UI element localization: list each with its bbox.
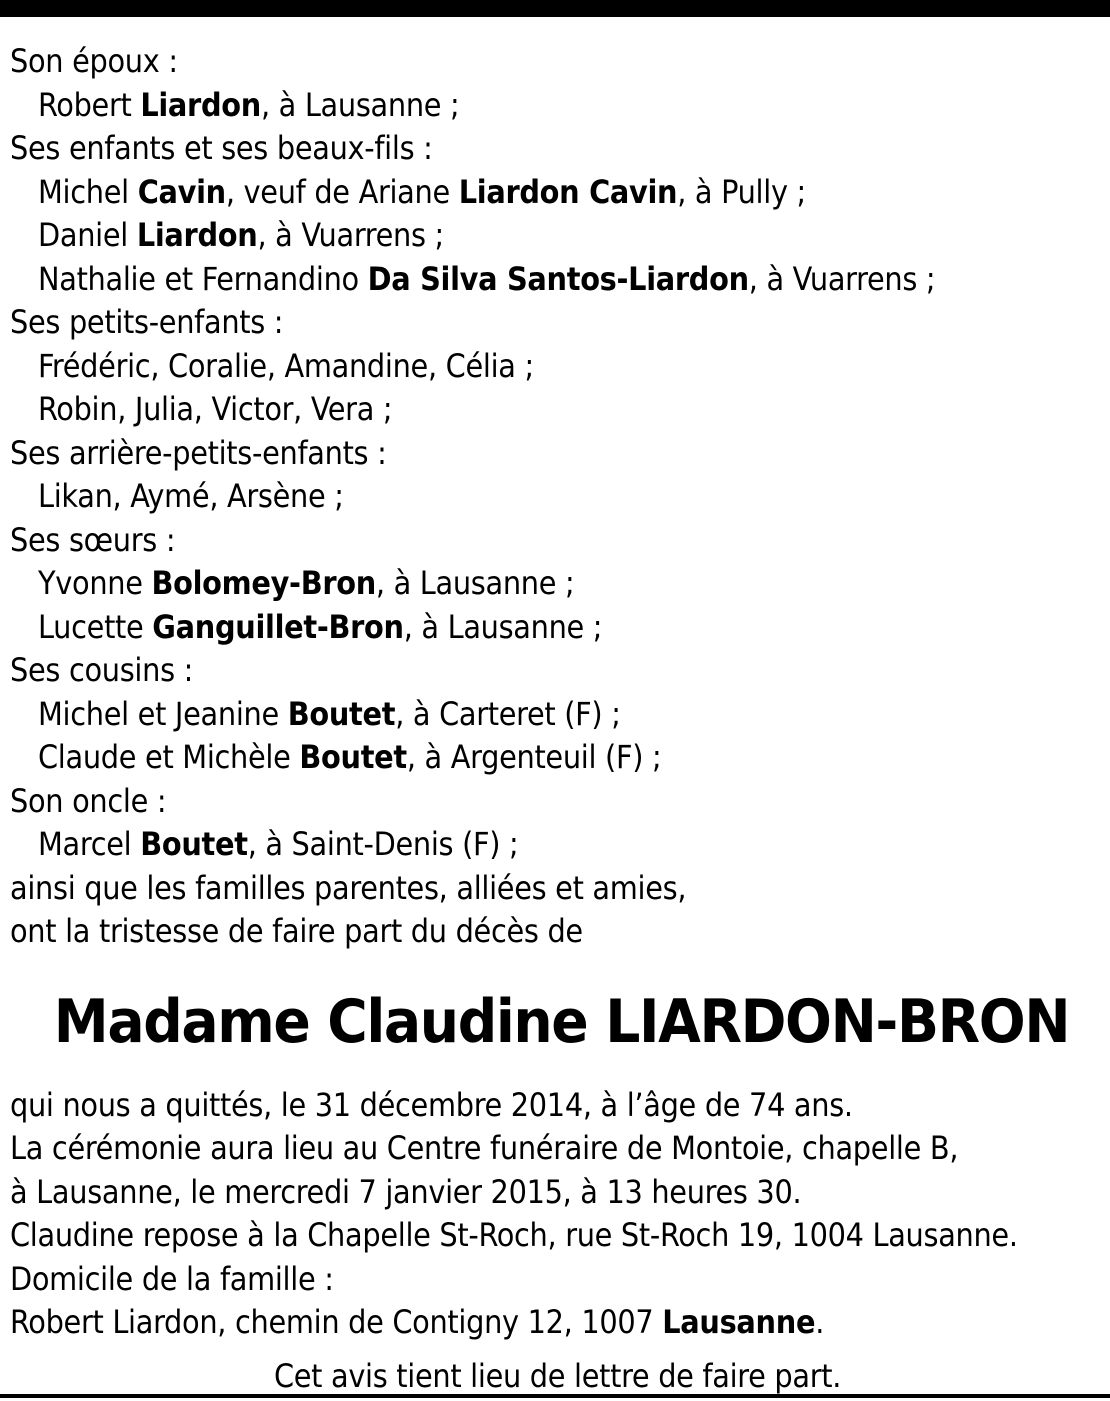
surname: Ganguillet-Bron xyxy=(152,607,404,646)
closing-note: Cet avis tient lieu de lettre de faire part. xyxy=(273,1356,842,1395)
relative-entry: Robin, Julia, Victor, Vera ; xyxy=(38,390,393,428)
surname: Boutet xyxy=(287,694,396,733)
relative-entry: Michel Cavin, veuf de Ariane Liardon Cavin, à Pully ; xyxy=(38,172,806,211)
detail-line: Domicile de la famille : xyxy=(10,1259,334,1298)
surname: Boutet xyxy=(299,738,407,776)
family-address: Robert Liardon, chemin de Contigny 12, 1007 Lausanne. xyxy=(10,1303,825,1341)
relative-entry: Michel et Jeanine Boutet, à Carteret (F) ; xyxy=(38,694,621,733)
relative-heading: Son oncle : xyxy=(10,781,167,820)
surname: Boutet xyxy=(140,825,248,863)
intro-line: ont la tristesse de faire part du décès de xyxy=(10,912,583,950)
relative-entry: Marcel Boutet, à Saint-Denis (F) ; xyxy=(38,825,519,863)
deceased-name: Madame Claudine LIARDON-BRON xyxy=(53,986,1070,1057)
surname: Liardon Cavin xyxy=(458,172,678,211)
intro-line: ainsi que les familles parentes, alliées et amies, xyxy=(10,868,687,907)
relative-entry: Daniel Liardon, à Vuarrens ; xyxy=(38,216,444,254)
detail-line: Claudine repose à la Chapelle St-Roch, rue St-Roch 19, 1004 Lausanne. xyxy=(10,1216,1018,1254)
relative-heading: Son époux : xyxy=(10,42,178,80)
death-notice xyxy=(10,40,1105,1398)
surname: Cavin xyxy=(137,172,226,211)
relative-entry: Yvonne Bolomey-Bron, à Lausanne ; xyxy=(38,564,575,602)
relative-entry: Claude et Michèle Boutet, à Argenteuil (F) ; xyxy=(38,738,662,776)
relative-entry: Nathalie et Fernandino Da Silva Santos-Liardon, à Vuarrens ; xyxy=(38,259,936,298)
surname: Bolomey-Bron xyxy=(151,564,376,602)
relative-entry: Likan, Aymé, Arsène ; xyxy=(38,477,344,515)
relative-heading: Ses enfants et ses beaux-fils : xyxy=(10,129,433,167)
relative-heading: Ses sœurs : xyxy=(10,520,176,559)
relative-entry: Frédéric, Coralie, Amandine, Célia ; xyxy=(38,346,534,385)
bottom-border-rule xyxy=(0,1394,1110,1398)
detail-line: La cérémonie aura lieu au Centre funéraire de Montoie, chapelle B, xyxy=(10,1129,959,1167)
detail-line: à Lausanne, le mercredi 7 janvier 2015, à 13 heures 30. xyxy=(10,1172,802,1211)
relative-entry: Lucette Ganguillet-Bron, à Lausanne ; xyxy=(38,607,603,646)
relative-heading: Ses arrière-petits-enfants : xyxy=(10,433,387,472)
relative-entry: Robert Liardon, à Lausanne ; xyxy=(38,85,460,124)
detail-line: qui nous a quittés, le 31 décembre 2014, à l’âge de 74 ans. xyxy=(10,1085,853,1124)
relative-heading: Ses cousins : xyxy=(10,651,194,689)
address-city: Lausanne xyxy=(662,1303,816,1341)
surname: Liardon xyxy=(136,216,258,254)
top-border-rule xyxy=(0,0,1110,17)
surname: Liardon xyxy=(140,85,261,124)
relative-heading: Ses petits-enfants : xyxy=(10,303,284,341)
surname: Da Silva Santos-Liardon xyxy=(367,259,749,298)
